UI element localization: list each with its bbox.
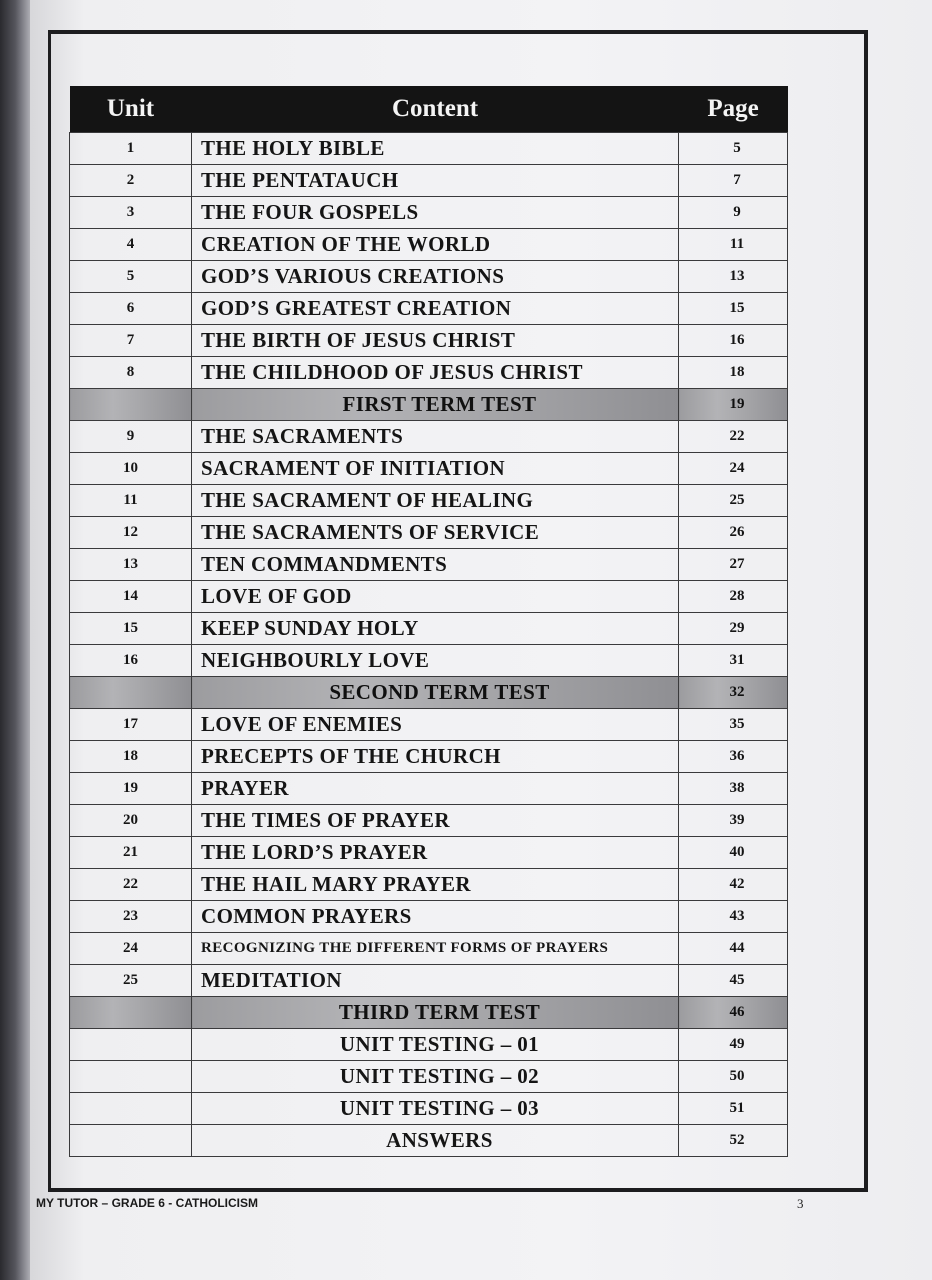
footer-page-number: 3 — [797, 1196, 804, 1211]
page-number: 27 — [679, 549, 788, 581]
unit-title: RECOGNIZING THE DIFFERENT FORMS OF PRAYERS — [192, 933, 679, 965]
unit-title: LOVE OF ENEMIES — [192, 709, 679, 741]
page-number: 45 — [679, 965, 788, 997]
table-row — [70, 549, 788, 581]
unit-title: NEIGHBOURLY LOVE — [192, 645, 679, 677]
unit-title: THE SACRAMENT OF HEALING — [192, 485, 679, 517]
page-number: 38 — [679, 773, 788, 805]
page-number: 15 — [679, 293, 788, 325]
unit-number: 7 — [70, 325, 192, 357]
page-number: 36 — [679, 741, 788, 773]
unit-title: THE HOLY BIBLE — [192, 133, 679, 165]
table-of-contents — [69, 86, 788, 1157]
table-row — [70, 197, 788, 229]
unit-title: THE LORD’S PRAYER — [192, 837, 679, 869]
unit-number: 20 — [70, 805, 192, 837]
page-number: 31 — [679, 645, 788, 677]
unit-title: PRAYER — [192, 773, 679, 805]
footer-book-title: MY TUTOR – GRADE 6 - CATHOLICISM — [36, 1196, 259, 1210]
unit-number: 11 — [70, 485, 192, 517]
unit-title: SACRAMENT OF INITIATION — [192, 453, 679, 485]
table-row — [70, 261, 788, 293]
unit-number — [70, 1029, 192, 1061]
unit-number: 12 — [70, 517, 192, 549]
table-row — [70, 1125, 788, 1157]
page-number: 29 — [679, 613, 788, 645]
table-row — [70, 485, 788, 517]
page-number: 24 — [679, 453, 788, 485]
table-row — [70, 773, 788, 805]
unit-title: THE TIMES OF PRAYER — [192, 805, 679, 837]
page-number: 42 — [679, 869, 788, 901]
table-row — [70, 1061, 788, 1093]
unit-testing-title: UNIT TESTING – 03 — [192, 1093, 679, 1125]
header-content: Content — [192, 86, 679, 133]
unit-testing-title: UNIT TESTING – 02 — [192, 1061, 679, 1093]
page-number: 13 — [679, 261, 788, 293]
page-number: 25 — [679, 485, 788, 517]
unit-number: 9 — [70, 421, 192, 453]
unit-number: 17 — [70, 709, 192, 741]
page-number: 44 — [679, 933, 788, 965]
unit-title: COMMON PRAYERS — [192, 901, 679, 933]
unit-title: THE BIRTH OF JESUS CHRIST — [192, 325, 679, 357]
unit-number: 24 — [70, 933, 192, 965]
page-number: 18 — [679, 357, 788, 389]
unit-number: 22 — [70, 869, 192, 901]
unit-number: 15 — [70, 613, 192, 645]
unit-title: THE SACRAMENTS — [192, 421, 679, 453]
table-row — [70, 613, 788, 645]
table-row — [70, 741, 788, 773]
table-row — [70, 869, 788, 901]
unit-number: 5 — [70, 261, 192, 293]
unit-number: 18 — [70, 741, 192, 773]
unit-number: 14 — [70, 581, 192, 613]
page-number: 43 — [679, 901, 788, 933]
page-number: 50 — [679, 1061, 788, 1093]
table-row — [70, 837, 788, 869]
page-number: 7 — [679, 165, 788, 197]
unit-number: 1 — [70, 133, 192, 165]
page-number: 51 — [679, 1093, 788, 1125]
unit-title: MEDITATION — [192, 965, 679, 997]
unit-title: LOVE OF GOD — [192, 581, 679, 613]
term-test-title: SECOND TERM TEST — [192, 677, 679, 709]
unit-title: PRECEPTS OF THE CHURCH — [192, 741, 679, 773]
table-row — [70, 901, 788, 933]
page-number: 19 — [679, 389, 788, 421]
page-number: 16 — [679, 325, 788, 357]
unit-title: THE SACRAMENTS OF SERVICE — [192, 517, 679, 549]
unit-number: 23 — [70, 901, 192, 933]
table-row — [70, 933, 788, 965]
table-row — [70, 133, 788, 165]
unit-number: 2 — [70, 165, 192, 197]
unit-number: 4 — [70, 229, 192, 261]
term-test-row — [70, 997, 788, 1029]
page-number: 22 — [679, 421, 788, 453]
unit-number: 19 — [70, 773, 192, 805]
page-number: 26 — [679, 517, 788, 549]
table-row — [70, 517, 788, 549]
table-row — [70, 581, 788, 613]
unit-number: 16 — [70, 645, 192, 677]
unit-number — [70, 1061, 192, 1093]
unit-title: THE FOUR GOSPELS — [192, 197, 679, 229]
unit-title: GOD’S GREATEST CREATION — [192, 293, 679, 325]
table-row — [70, 1093, 788, 1125]
page-number: 39 — [679, 805, 788, 837]
table-row — [70, 357, 788, 389]
unit-title: TEN COMMANDMENTS — [192, 549, 679, 581]
unit-number: 21 — [70, 837, 192, 869]
unit-title: KEEP SUNDAY HOLY — [192, 613, 679, 645]
unit-number — [70, 677, 192, 709]
unit-number — [70, 1125, 192, 1157]
table-row — [70, 421, 788, 453]
unit-number — [70, 1093, 192, 1125]
unit-number: 10 — [70, 453, 192, 485]
page-number: 49 — [679, 1029, 788, 1061]
table-row — [70, 805, 788, 837]
term-test-row — [70, 677, 788, 709]
unit-title: THE CHILDHOOD OF JESUS CHRIST — [192, 357, 679, 389]
table-row — [70, 965, 788, 997]
term-test-title: FIRST TERM TEST — [192, 389, 679, 421]
unit-number: 8 — [70, 357, 192, 389]
unit-number: 13 — [70, 549, 192, 581]
table-header-row — [70, 86, 788, 133]
unit-title: GOD’S VARIOUS CREATIONS — [192, 261, 679, 293]
unit-number — [70, 997, 192, 1029]
page-number: 46 — [679, 997, 788, 1029]
header-unit: Unit — [70, 86, 192, 133]
unit-title: THE HAIL MARY PRAYER — [192, 869, 679, 901]
unit-testing-title: UNIT TESTING – 01 — [192, 1029, 679, 1061]
page-number: 40 — [679, 837, 788, 869]
page-number: 35 — [679, 709, 788, 741]
header-page: Page — [679, 86, 788, 133]
table-row — [70, 229, 788, 261]
page-number: 28 — [679, 581, 788, 613]
unit-number: 25 — [70, 965, 192, 997]
table-row — [70, 165, 788, 197]
table-row — [70, 709, 788, 741]
unit-number: 3 — [70, 197, 192, 229]
table-row — [70, 1029, 788, 1061]
page-number: 11 — [679, 229, 788, 261]
table-row — [70, 453, 788, 485]
term-test-row — [70, 389, 788, 421]
table-row — [70, 325, 788, 357]
page-number: 52 — [679, 1125, 788, 1157]
term-test-title: THIRD TERM TEST — [192, 997, 679, 1029]
page-number: 5 — [679, 133, 788, 165]
unit-number: 6 — [70, 293, 192, 325]
answers-title: ANSWERS — [192, 1125, 679, 1157]
unit-number — [70, 389, 192, 421]
table-row — [70, 293, 788, 325]
page-number: 32 — [679, 677, 788, 709]
unit-title: CREATION OF THE WORLD — [192, 229, 679, 261]
page-number: 9 — [679, 197, 788, 229]
table-row — [70, 645, 788, 677]
unit-title: THE PENTATAUCH — [192, 165, 679, 197]
